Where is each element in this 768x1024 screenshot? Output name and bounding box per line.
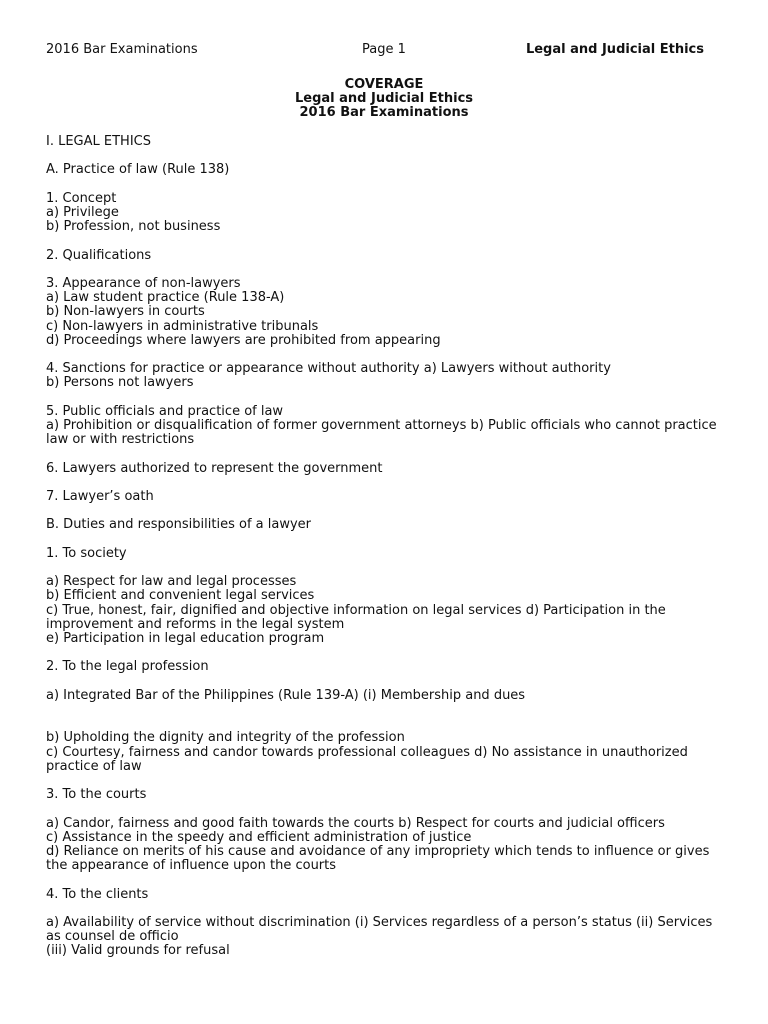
outline-paragraph [46,490,718,504]
outline-line: practice of law [46,758,142,774]
outline-line: A. Practice of law (Rule 138) [46,162,230,178]
outline-line: (iii) Valid grounds for refusal [46,943,230,959]
outline-line: e) Participation in legal education program [46,630,325,646]
outline-paragraph [46,731,718,774]
outline-line: 2. Qualifications [46,247,152,263]
outline-line: the appearance of influence upon the courts [46,858,337,874]
outline-paragraph [46,135,718,149]
outline-paragraph [46,192,718,235]
outline-paragraph [46,689,718,703]
outline-paragraph [46,362,718,390]
outline-line: c) Courtesy, fairness and candor towards professional colleagues d) No assistance in unauthorized [46,744,688,760]
outline-line: I. LEGAL ETHICS [46,134,151,149]
outline-line: a) Privilege [46,204,119,220]
outline-line: 4. To the clients [46,886,149,902]
outline-line: a) Law student practice (Rule 138-A) [46,290,285,306]
outline-line: 3. Appearance of non-lawyers [46,275,241,291]
outline-paragraph [46,547,718,561]
outline-line: 6. Lawyers authorized to represent the government [46,460,383,476]
outline-line: 2. To the legal profession [46,659,209,675]
outline-paragraph [46,575,718,646]
outline-line: a) Availability of service without discrimination (i) Services regardless of a person’s status (ii) Services [46,914,713,930]
outline-line: 7. Lawyer’s oath [46,488,154,504]
outline-line: B. Duties and responsibilities of a lawyer [46,517,312,533]
outline-line: a) Candor, fairness and good faith towards the courts b) Respect for courts and judicial officers [46,815,665,831]
outline-line: b) Non-lawyers in courts [46,304,205,320]
outline-paragraph [46,817,718,874]
outline-line: improvement and reforms in the legal system [46,616,345,632]
outline-paragraph [46,277,718,348]
header-left-text: 2016 Bar Examinations [46,42,198,57]
title-line-1: COVERAGE [344,77,424,92]
outline-line: c) True, honest, fair, dignified and objective information on legal services d) Participation in the [46,602,666,618]
outline-line: law or with restrictions [46,432,195,448]
outline-paragraph [46,405,718,448]
outline-line: a) Respect for law and legal processes [46,574,297,590]
outline-line: b) Efficient and convenient legal services [46,588,315,604]
outline-line: b) Profession, not business [46,219,221,235]
outline-line: as counsel de officio [46,929,179,945]
outline-line: d) Proceedings where lawyers are prohibited from appearing [46,332,441,348]
page-number: Page 1 [362,42,406,57]
outline-line: c) Assistance in the speedy and efficient administration of justice [46,829,472,845]
outline-paragraph [46,518,718,532]
outline-line: 4. Sanctions for practice or appearance without authority a) Lawyers without authority [46,361,611,377]
outline-paragraph [46,916,718,959]
title-line-2: Legal and Judicial Ethics [294,91,474,107]
outline-line: 3. To the courts [46,787,147,803]
outline-line: c) Non-lawyers in administrative tribunals [46,318,319,334]
outline-line: b) Persons not lawyers [46,375,194,391]
header-right-title: Legal and Judicial Ethics [525,42,704,57]
outline-paragraph [46,163,718,177]
outline-line: 5. Public officials and practice of law [46,403,284,419]
outline-line: 1. To society [46,545,127,561]
outline-paragraph [46,788,718,802]
outline-paragraph [46,462,718,476]
outline-line: 1. Concept [46,190,117,206]
document-title [0,78,768,121]
outline-paragraph [46,888,718,902]
outline-line: a) Prohibition or disqualification of former government attorneys b) Public officials who cannot practice [46,417,717,433]
outline-paragraph [46,249,718,263]
outline-line: b) Upholding the dignity and integrity of the profession [46,730,405,746]
outline-line: d) Reliance on merits of his cause and avoidance of any impropriety which tends to influence or gives [46,843,710,859]
document-body [46,135,718,973]
outline-paragraph [46,660,718,674]
outline-line: a) Integrated Bar of the Philippines (Rule 139-A) (i) Membership and dues [46,687,526,703]
title-line-3: 2016 Bar Examinations [299,105,469,121]
